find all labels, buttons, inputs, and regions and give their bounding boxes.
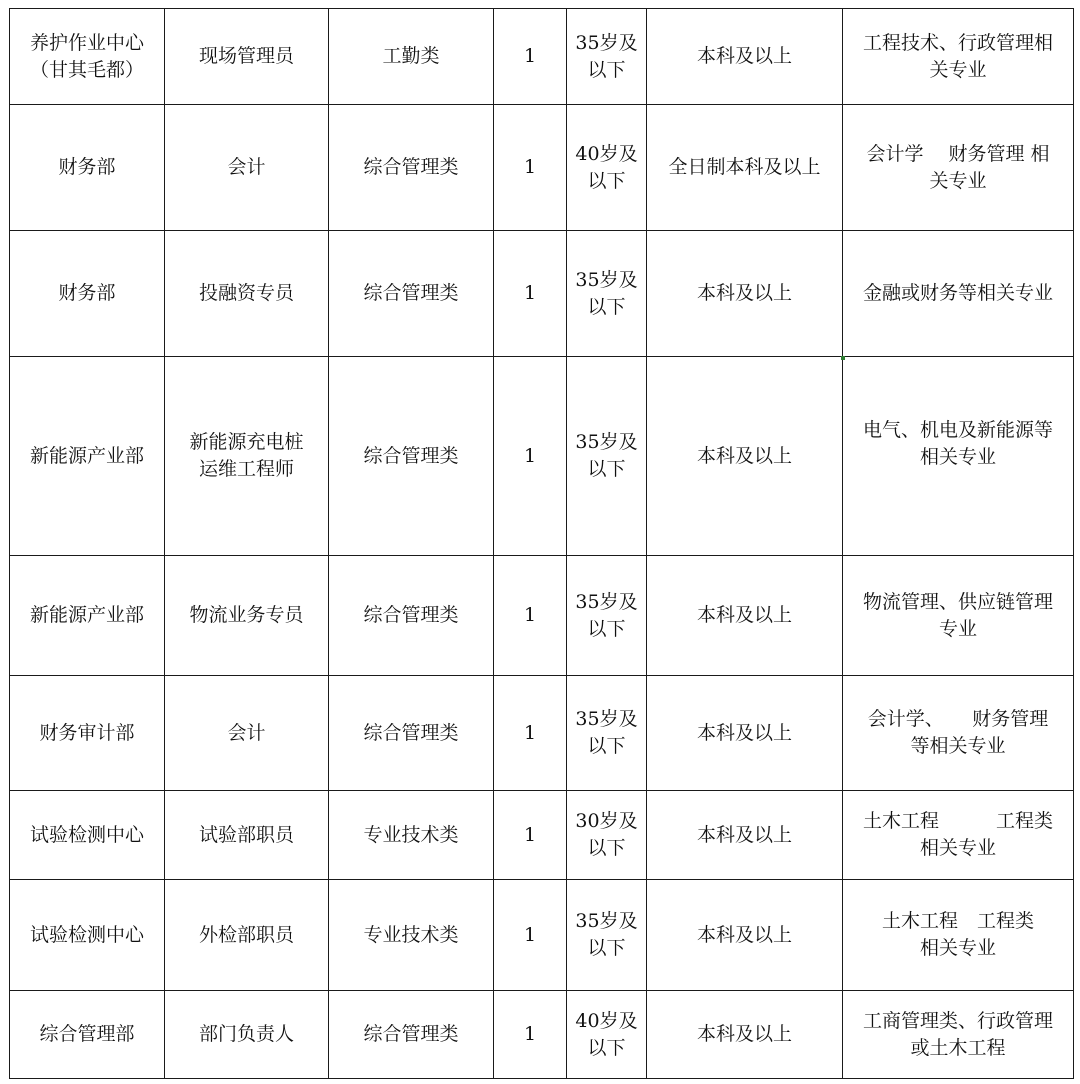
major-cell: 会计学 财务管理 相 关专业 (843, 105, 1074, 231)
age-cell: 40岁及 以下 (567, 991, 647, 1079)
category-cell: 专业技术类 (329, 880, 494, 991)
age-cell: 35岁及 以下 (567, 231, 647, 357)
age-cell: 35岁及 以下 (567, 676, 647, 791)
major-cell: 工程技术、行政管理相 关专业 (843, 9, 1074, 105)
department-cell: 试验检测中心 (10, 791, 165, 880)
education-cell: 本科及以上 (647, 357, 843, 556)
category-cell: 综合管理类 (329, 105, 494, 231)
major-cell: 电气、机电及新能源等 相关专业 (843, 357, 1074, 556)
education-cell: 本科及以上 (647, 231, 843, 357)
position-cell: 投融资专员 (165, 231, 329, 357)
position-cell: 物流业务专员 (165, 556, 329, 676)
age-cell: 40岁及 以下 (567, 105, 647, 231)
table-row (10, 9, 1074, 105)
category-cell: 综合管理类 (329, 231, 494, 357)
education-cell: 全日制本科及以上 (647, 105, 843, 231)
table-row (10, 357, 1074, 556)
education-cell: 本科及以上 (647, 676, 843, 791)
count-cell: 1 (494, 791, 567, 880)
age-cell: 35岁及 以下 (567, 880, 647, 991)
table-row (10, 105, 1074, 231)
major-cell: 土木工程 工程类 相关专业 (843, 791, 1074, 880)
table-row (10, 991, 1074, 1079)
department-cell: 财务审计部 (10, 676, 165, 791)
department-cell: 新能源产业部 (10, 556, 165, 676)
position-cell: 新能源充电桩 运维工程师 (165, 357, 329, 556)
count-cell: 1 (494, 231, 567, 357)
count-cell: 1 (494, 9, 567, 105)
position-cell: 试验部职员 (165, 791, 329, 880)
department-cell: 财务部 (10, 105, 165, 231)
age-cell: 35岁及 以下 (567, 9, 647, 105)
education-cell: 本科及以上 (647, 556, 843, 676)
category-cell: 工勤类 (329, 9, 494, 105)
table-row (10, 880, 1074, 991)
count-cell: 1 (494, 105, 567, 231)
age-cell: 35岁及 以下 (567, 556, 647, 676)
department-cell: 财务部 (10, 231, 165, 357)
position-cell: 部门负责人 (165, 991, 329, 1079)
major-cell: 会计学、 财务管理 等相关专业 (843, 676, 1074, 791)
category-cell: 综合管理类 (329, 991, 494, 1079)
position-cell: 外检部职员 (165, 880, 329, 991)
education-cell: 本科及以上 (647, 991, 843, 1079)
major-cell: 土木工程 工程类 相关专业 (843, 880, 1074, 991)
category-cell: 综合管理类 (329, 357, 494, 556)
table-row (10, 791, 1074, 880)
count-cell: 1 (494, 556, 567, 676)
category-cell: 综合管理类 (329, 676, 494, 791)
education-cell: 本科及以上 (647, 9, 843, 105)
position-cell: 会计 (165, 105, 329, 231)
table-row (10, 231, 1074, 357)
age-cell: 35岁及 以下 (567, 357, 647, 556)
table-row (10, 676, 1074, 791)
department-cell: 新能源产业部 (10, 357, 165, 556)
position-cell: 会计 (165, 676, 329, 791)
count-cell: 1 (494, 357, 567, 556)
education-cell: 本科及以上 (647, 880, 843, 991)
education-cell: 本科及以上 (647, 791, 843, 880)
major-cell: 物流管理、供应链管理 专业 (843, 556, 1074, 676)
count-cell: 1 (494, 676, 567, 791)
department-cell: 试验检测中心 (10, 880, 165, 991)
major-cell: 工商管理类、行政管理 或土木工程 (843, 991, 1074, 1079)
position-cell: 现场管理员 (165, 9, 329, 105)
cell-marker (841, 356, 845, 360)
recruitment-table (9, 8, 1074, 1079)
table-row (10, 556, 1074, 676)
department-cell: 综合管理部 (10, 991, 165, 1079)
age-cell: 30岁及 以下 (567, 791, 647, 880)
count-cell: 1 (494, 880, 567, 991)
department-cell: 养护作业中心 （甘其毛都） (10, 9, 165, 105)
category-cell: 专业技术类 (329, 791, 494, 880)
major-cell: 金融或财务等相关专业 (843, 231, 1074, 357)
count-cell: 1 (494, 991, 567, 1079)
category-cell: 综合管理类 (329, 556, 494, 676)
